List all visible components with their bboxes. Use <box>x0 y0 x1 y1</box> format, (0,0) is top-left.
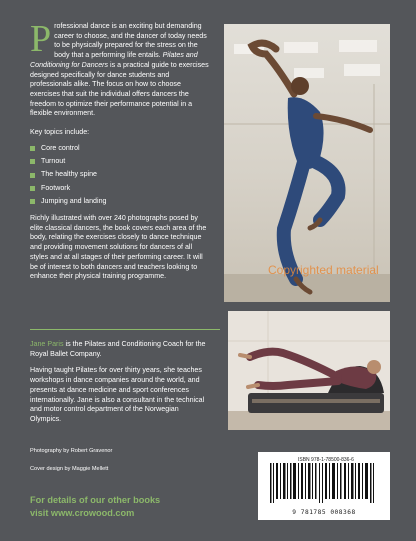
dancer-leap-photo <box>224 24 390 302</box>
pilates-photo <box>228 311 390 430</box>
book-title: Pilates and Conditioning for Dancers <box>30 51 198 69</box>
left-column <box>30 18 210 282</box>
topic-label: The healthy spine <box>41 170 97 179</box>
author-bio <box>30 340 210 425</box>
photography-credit: Photography by Robert Gravenor <box>30 448 113 454</box>
bullet-icon <box>30 173 35 178</box>
topics-list <box>30 142 210 208</box>
bullet-icon <box>30 199 35 204</box>
topic-label: Jumping and landing <box>41 196 107 205</box>
drop-cap: P <box>30 18 52 60</box>
topic-item <box>30 195 210 208</box>
footer-line-1: For details of our other books <box>30 495 161 505</box>
cover-design-credit: Cover design by Maggie Mellett <box>30 466 109 472</box>
topics-heading: Key topics include: <box>30 128 90 137</box>
author-role: is the Pilates and Conditioning Coach for the Royal Ballet Company. <box>30 340 206 358</box>
barcode-panel <box>258 452 390 520</box>
author-name: Jane Paris <box>30 340 64 348</box>
publisher-footer <box>30 494 160 520</box>
barcode-icon <box>266 463 382 503</box>
topic-item <box>30 142 210 155</box>
description-paragraph: Richly illustrated with over 240 photographs posed by elite classical dancers, the book covers each area of the body, relating the exercises closely to dance technique and providing movement solutions for dancers of all styles and at all stages of their performing career. It will be of interest to both dancers and teachers looking to enhance their physical training programme. <box>30 214 207 281</box>
topic-item <box>30 155 210 168</box>
footer-website: visit www.crowood.com <box>30 508 135 518</box>
topic-item <box>30 168 210 181</box>
intro-text-end: is a practical guide to exercises designed specifically for dance students and professionals alike. The focus on how to choose exercises that suit the individual offers dancers the freedom to optimize their performance potential in a flexible environment. <box>30 60 209 118</box>
copyright-watermark: Copyrighted material <box>268 263 379 277</box>
credits <box>30 448 112 473</box>
topic-label: Footwork <box>41 183 71 192</box>
author-intro <box>30 340 210 359</box>
section-divider <box>30 329 220 330</box>
topic-label: Core control <box>41 144 80 153</box>
barcode-digits: 9 781785 008368 <box>292 509 356 516</box>
intro-text-start: rofessional dance is an exciting but demanding career to choose, and the dancer of today needs to be physically prepared for the stress on the body that a performing life entails. <box>54 22 207 60</box>
bullet-icon <box>30 186 35 191</box>
bullet-icon <box>30 159 35 164</box>
intro-paragraph <box>30 18 210 119</box>
pilates-illustration <box>228 311 390 430</box>
isbn-number: ISBN 978-1-78500-836-6 <box>298 457 354 463</box>
topic-label: Turnout <box>41 157 66 166</box>
author-experience: Having taught Pilates for over thirty years, she teaches workshops in dance companies around the world, and presents at dance medicine and sport conferences internationally. Jane is also a consultant in the technical and motor control department of the Norwegian Olympics. <box>30 366 205 423</box>
bullet-icon <box>30 146 35 151</box>
dancer-leap-illustration <box>224 24 390 302</box>
topic-item <box>30 182 210 195</box>
